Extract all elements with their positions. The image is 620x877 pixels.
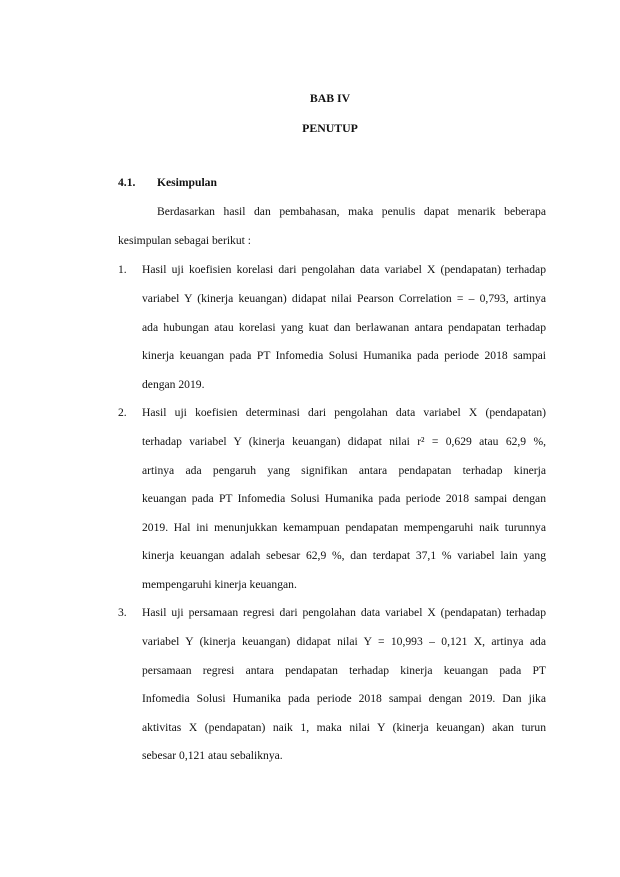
list-item-line: Hasil uji persamaan regresi dari pengolahan data variabel X (pendapatan) terhadap — [142, 606, 546, 619]
list-item-line: Hasil uji koefisien determinasi dari pengolahan data variabel X (pendapatan) — [142, 406, 546, 419]
section-title: Kesimpulan — [157, 176, 217, 189]
chapter-title: BAB IV — [309, 91, 351, 105]
intro-line: Berdasarkan hasil dan pembahasan, maka penulis dapat menarik beberapa — [157, 205, 546, 218]
list-item-line: ada hubungan atau korelasi yang kuat dan berlawanan antara pendapatan terhadap — [142, 321, 546, 334]
section-number: 4.1. — [118, 176, 136, 189]
list-item-line: variabel Y (kinerja keuangan) didapat nilai Pearson Correlation = – 0,793, artinya — [142, 292, 546, 305]
list-item-number: 1. — [118, 263, 127, 276]
list-item-line: terhadap variabel Y (kinerja keuangan) didapat nilai r² = 0,629 atau 62,9 %, — [142, 435, 546, 448]
list-item-line: persamaan regresi antara pendapatan terhadap kinerja keuangan pada PT — [142, 664, 546, 677]
chapter-subtitle: PENUTUP — [302, 121, 358, 135]
list-item-line: dengan 2019. — [142, 378, 205, 391]
list-item-line: keuangan pada PT Infomedia Solusi Humanika pada periode 2018 sampai dengan — [142, 492, 546, 505]
list-item-line: sebesar 0,121 atau sebaliknya. — [142, 749, 283, 762]
list-item-line: aktivitas X (pendapatan) naik 1, maka nilai Y (kinerja keuangan) akan turun — [142, 721, 546, 734]
list-item-number: 3. — [118, 606, 127, 619]
list-item-line: Hasil uji koefisien korelasi dari pengolahan data variabel X (pendapatan) terhadap — [142, 263, 546, 276]
list-item-line: variabel Y (kinerja keuangan) didapat nilai Y = 10,993 – 0,121 X, artinya ada — [142, 635, 546, 648]
intro-line: kesimpulan sebagai berikut : — [118, 234, 251, 247]
list-item-line: Infomedia Solusi Humanika pada periode 2018 sampai dengan 2019. Dan jika — [142, 692, 546, 705]
list-item-line: kinerja keuangan pada PT Infomedia Solusi Humanika pada periode 2018 sampai — [142, 349, 546, 362]
list-item-line: mempengaruhi kinerja keuangan. — [142, 578, 297, 591]
list-item-line: artinya ada pengaruh yang signifikan antara pendapatan terhadap kinerja — [142, 464, 546, 477]
list-item-line: 2019. Hal ini menunjukkan kemampuan pendapatan mempengaruhi naik turunnya — [142, 521, 546, 534]
list-item-line: kinerja keuangan adalah sebesar 62,9 %, dan terdapat 37,1 % variabel lain yang — [142, 549, 546, 562]
list-item-number: 2. — [118, 406, 127, 419]
